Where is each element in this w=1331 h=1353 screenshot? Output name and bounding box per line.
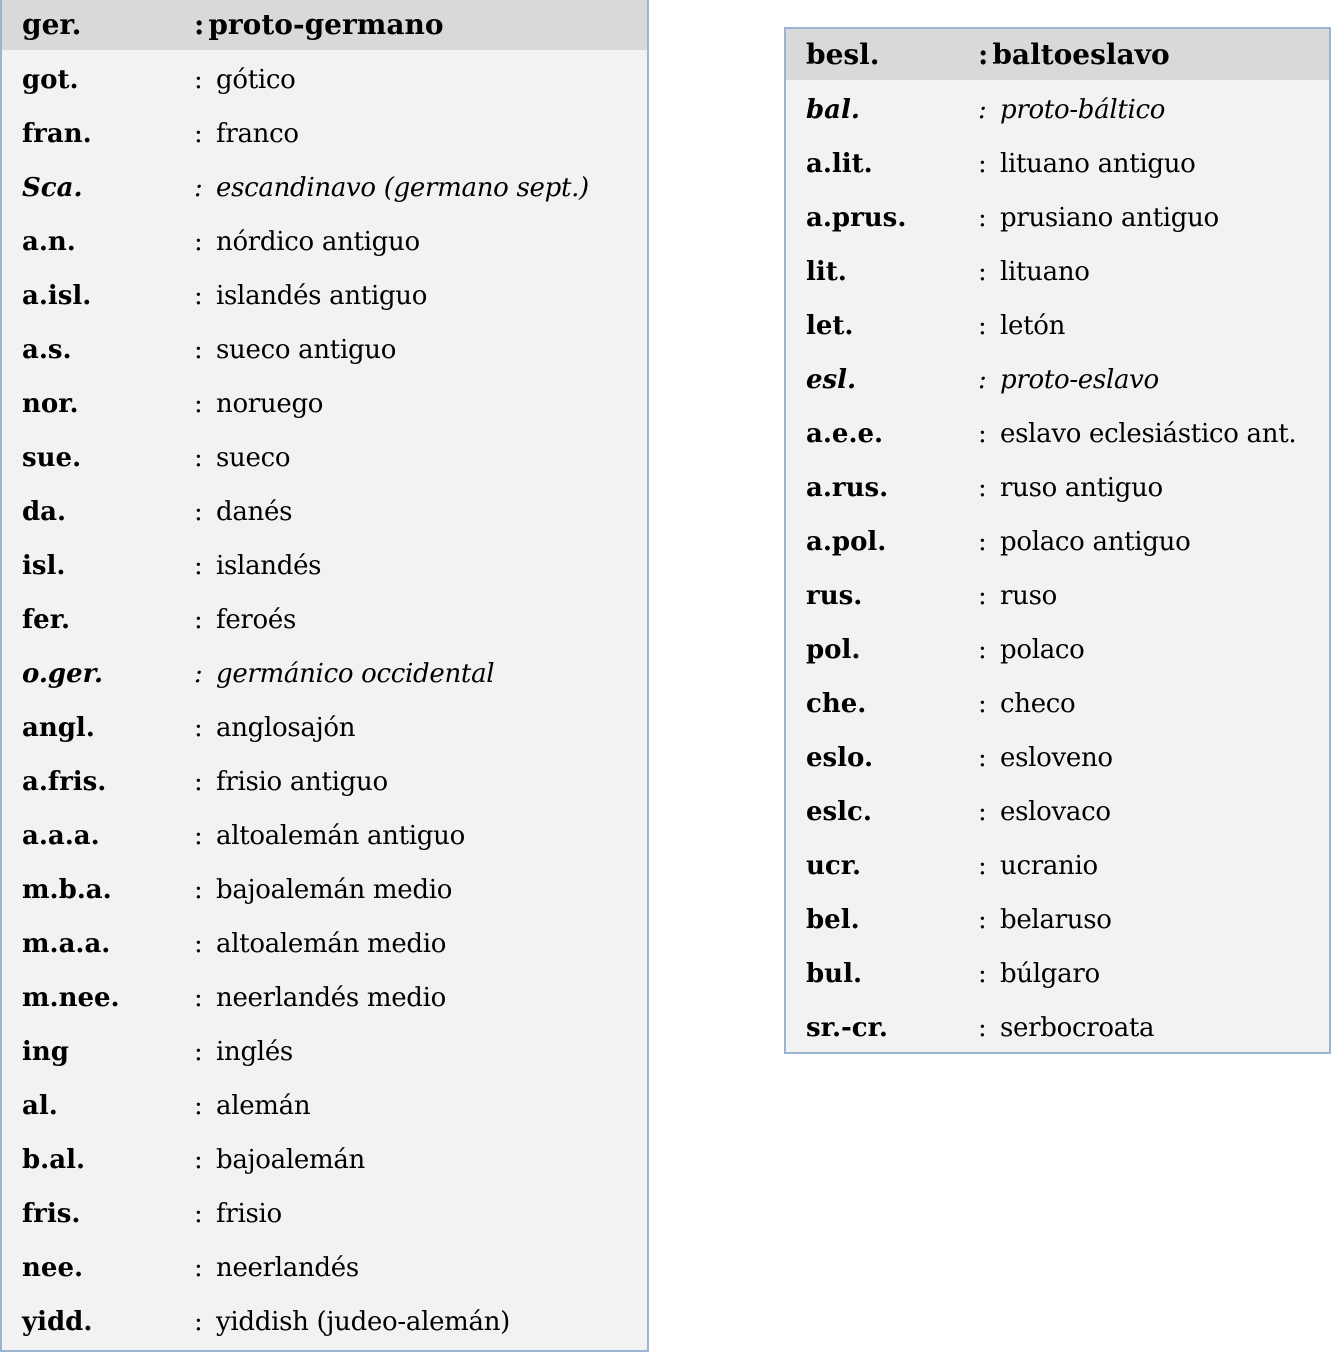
abbreviation: a.n. [22, 227, 76, 257]
separator-colon: : [194, 551, 203, 581]
language-name: bajoalemán [216, 1145, 365, 1175]
table-row [2, 107, 647, 161]
separator-colon: : [978, 635, 987, 665]
table-row [2, 1079, 647, 1133]
abbreviation: Sca. [22, 173, 83, 203]
separator-colon: : [978, 959, 987, 989]
language-name: danés [216, 497, 293, 527]
language-name: inglés [216, 1037, 293, 1067]
table-row [2, 593, 647, 647]
language-name: ruso antiguo [1000, 473, 1163, 503]
abbreviation: a.fris. [22, 767, 107, 797]
table-row [2, 539, 647, 593]
separator-colon: : [194, 497, 203, 527]
separator-colon: : [194, 767, 203, 797]
table-row [2, 917, 647, 971]
abbreviation: rus. [806, 581, 863, 611]
table-row [786, 947, 1329, 1001]
table-row [2, 1133, 647, 1187]
abbreviation: pol. [806, 635, 861, 665]
language-name: escandinavo (germano sept.) [216, 173, 589, 203]
baltoslavic-abbreviation-table [784, 27, 1331, 1054]
language-name: altoalemán medio [216, 929, 447, 959]
separator-colon: : [194, 335, 203, 365]
abbreviation: a.lit. [806, 149, 873, 179]
language-name: altoalemán antiguo [216, 821, 465, 851]
language-name: prusiano antiguo [1000, 203, 1219, 233]
separator-colon: : [194, 659, 203, 689]
abbreviation: m.a.a. [22, 929, 111, 959]
separator-colon: : [194, 605, 203, 635]
table-row [2, 431, 647, 485]
table-row [2, 1187, 647, 1241]
separator-colon: : [978, 689, 987, 719]
abbreviation: m.nee. [22, 983, 120, 1013]
table-row [786, 839, 1329, 893]
abbreviation: nee. [22, 1253, 84, 1283]
table-row [786, 1001, 1329, 1055]
table-row [786, 569, 1329, 623]
language-name: checo [1000, 689, 1076, 719]
language-name: neerlandés [216, 1253, 359, 1283]
table-header [2, 0, 647, 50]
language-name: belaruso [1000, 905, 1112, 935]
abbreviation: a.a.a. [22, 821, 100, 851]
abbreviation: a.prus. [806, 203, 907, 233]
separator-colon: : [978, 95, 987, 125]
header-meaning: baltoeslavo [992, 38, 1170, 71]
abbreviation: fran. [22, 119, 92, 149]
table-row [2, 863, 647, 917]
abbreviation: got. [22, 65, 79, 95]
separator-colon: : [194, 875, 203, 905]
separator-colon: : [194, 227, 203, 257]
germanic-abbreviation-table [0, 0, 649, 1352]
language-name: sueco [216, 443, 291, 473]
language-name: búlgaro [1000, 959, 1100, 989]
language-name: anglosajón [216, 713, 356, 743]
table-row [786, 83, 1329, 137]
table-row [786, 893, 1329, 947]
language-name: franco [216, 119, 299, 149]
table-row [786, 677, 1329, 731]
abbreviation: let. [806, 311, 854, 341]
separator-colon: : [194, 1037, 203, 1067]
table-row [786, 245, 1329, 299]
language-name: nórdico antiguo [216, 227, 420, 257]
abbreviation: m.b.a. [22, 875, 112, 905]
language-name: proto-eslavo [1000, 365, 1159, 395]
separator-colon: : [194, 983, 203, 1013]
separator-colon: : [194, 1145, 203, 1175]
language-name: esloveno [1000, 743, 1113, 773]
abbreviation: angl. [22, 713, 95, 743]
abbreviation: o.ger. [22, 659, 104, 689]
separator-colon: : [978, 527, 987, 557]
header-abbr: ger. [22, 7, 82, 41]
separator-colon: : [978, 797, 987, 827]
table-row [786, 137, 1329, 191]
language-name: polaco [1000, 635, 1085, 665]
separator-colon: : [978, 851, 987, 881]
table-row [786, 407, 1329, 461]
table-row [786, 299, 1329, 353]
table-row [2, 701, 647, 755]
table-row [2, 755, 647, 809]
table-body [2, 50, 647, 1349]
header-colon: : [194, 7, 205, 41]
language-name: eslovaco [1000, 797, 1111, 827]
separator-colon: : [194, 929, 203, 959]
separator-colon: : [978, 365, 987, 395]
abbreviation: a.rus. [806, 473, 889, 503]
abbreviation: sue. [22, 443, 82, 473]
table-body [786, 80, 1329, 1055]
table-row [2, 161, 647, 215]
abbreviation: ucr. [806, 851, 862, 881]
language-name: sueco antiguo [216, 335, 397, 365]
table-row [2, 53, 647, 107]
abbreviation: eslc. [806, 797, 872, 827]
abbreviation: lit. [806, 257, 847, 287]
language-name: islandés antiguo [216, 281, 428, 311]
separator-colon: : [194, 173, 203, 203]
language-name: islandés [216, 551, 322, 581]
language-name: gótico [216, 65, 296, 95]
header-abbr: besl. [806, 38, 880, 71]
separator-colon: : [194, 119, 203, 149]
abbreviation: isl. [22, 551, 66, 581]
language-name: eslavo eclesiástico ant. [1000, 419, 1297, 449]
table-header [786, 29, 1329, 80]
abbreviation: ing [22, 1037, 69, 1067]
header-colon: : [978, 38, 989, 71]
separator-colon: : [978, 257, 987, 287]
language-name: germánico occidental [216, 659, 495, 689]
separator-colon: : [194, 1253, 203, 1283]
separator-colon: : [194, 821, 203, 851]
separator-colon: : [978, 905, 987, 935]
separator-colon: : [194, 443, 203, 473]
abbreviation: che. [806, 689, 867, 719]
abbreviation: fris. [22, 1199, 81, 1229]
language-name: feroés [216, 605, 297, 635]
table-row [2, 215, 647, 269]
table-row [2, 647, 647, 701]
language-name: frisio antiguo [216, 767, 388, 797]
separator-colon: : [194, 389, 203, 419]
separator-colon: : [978, 1013, 987, 1043]
abbreviation: a.isl. [22, 281, 92, 311]
separator-colon: : [978, 581, 987, 611]
table-row [786, 731, 1329, 785]
language-name: polaco antiguo [1000, 527, 1191, 557]
abbreviation: bal. [806, 95, 860, 125]
language-name: alemán [216, 1091, 311, 1121]
table-row [786, 191, 1329, 245]
table-row [2, 485, 647, 539]
language-name: noruego [216, 389, 324, 419]
table-row [2, 971, 647, 1025]
table-row [2, 269, 647, 323]
separator-colon: : [194, 65, 203, 95]
table-row [786, 353, 1329, 407]
abbreviation: esl. [806, 365, 857, 395]
separator-colon: : [194, 1091, 203, 1121]
table-row [786, 785, 1329, 839]
separator-colon: : [978, 743, 987, 773]
table-row [786, 515, 1329, 569]
separator-colon: : [978, 311, 987, 341]
separator-colon: : [194, 1199, 203, 1229]
abbreviation: sr.-cr. [806, 1013, 888, 1043]
separator-colon: : [978, 419, 987, 449]
language-name: frisio [216, 1199, 282, 1229]
language-name: lituano antiguo [1000, 149, 1196, 179]
abbreviation: eslo. [806, 743, 873, 773]
abbreviation: yidd. [22, 1307, 93, 1337]
language-name: proto-báltico [1000, 95, 1166, 125]
abbreviation: bel. [806, 905, 860, 935]
header-meaning: proto-germano [208, 7, 444, 41]
language-name: lituano [1000, 257, 1090, 287]
separator-colon: : [978, 149, 987, 179]
abbreviation: a.e.e. [806, 419, 884, 449]
language-name: letón [1000, 311, 1066, 341]
abbreviation: bul. [806, 959, 863, 989]
language-name: ucranio [1000, 851, 1098, 881]
table-row [786, 623, 1329, 677]
language-name: serbocroata [1000, 1013, 1155, 1043]
language-name: ruso [1000, 581, 1057, 611]
table-row [2, 809, 647, 863]
language-name: bajoalemán medio [216, 875, 453, 905]
language-name: yiddish (judeo-alemán) [216, 1307, 511, 1337]
table-row [2, 1241, 647, 1295]
separator-colon: : [194, 1307, 203, 1337]
abbreviation: a.s. [22, 335, 72, 365]
abbreviation: da. [22, 497, 67, 527]
table-row [786, 461, 1329, 515]
abbreviation: nor. [22, 389, 79, 419]
abbreviation: al. [22, 1091, 58, 1121]
abbreviation: b.al. [22, 1145, 86, 1175]
separator-colon: : [194, 713, 203, 743]
abbreviation: a.pol. [806, 527, 887, 557]
separator-colon: : [978, 473, 987, 503]
table-row [2, 1025, 647, 1079]
table-row [2, 377, 647, 431]
table-row [2, 323, 647, 377]
separator-colon: : [194, 281, 203, 311]
language-name: neerlandés medio [216, 983, 446, 1013]
abbreviation: fer. [22, 605, 71, 635]
table-row [2, 1295, 647, 1349]
separator-colon: : [978, 203, 987, 233]
